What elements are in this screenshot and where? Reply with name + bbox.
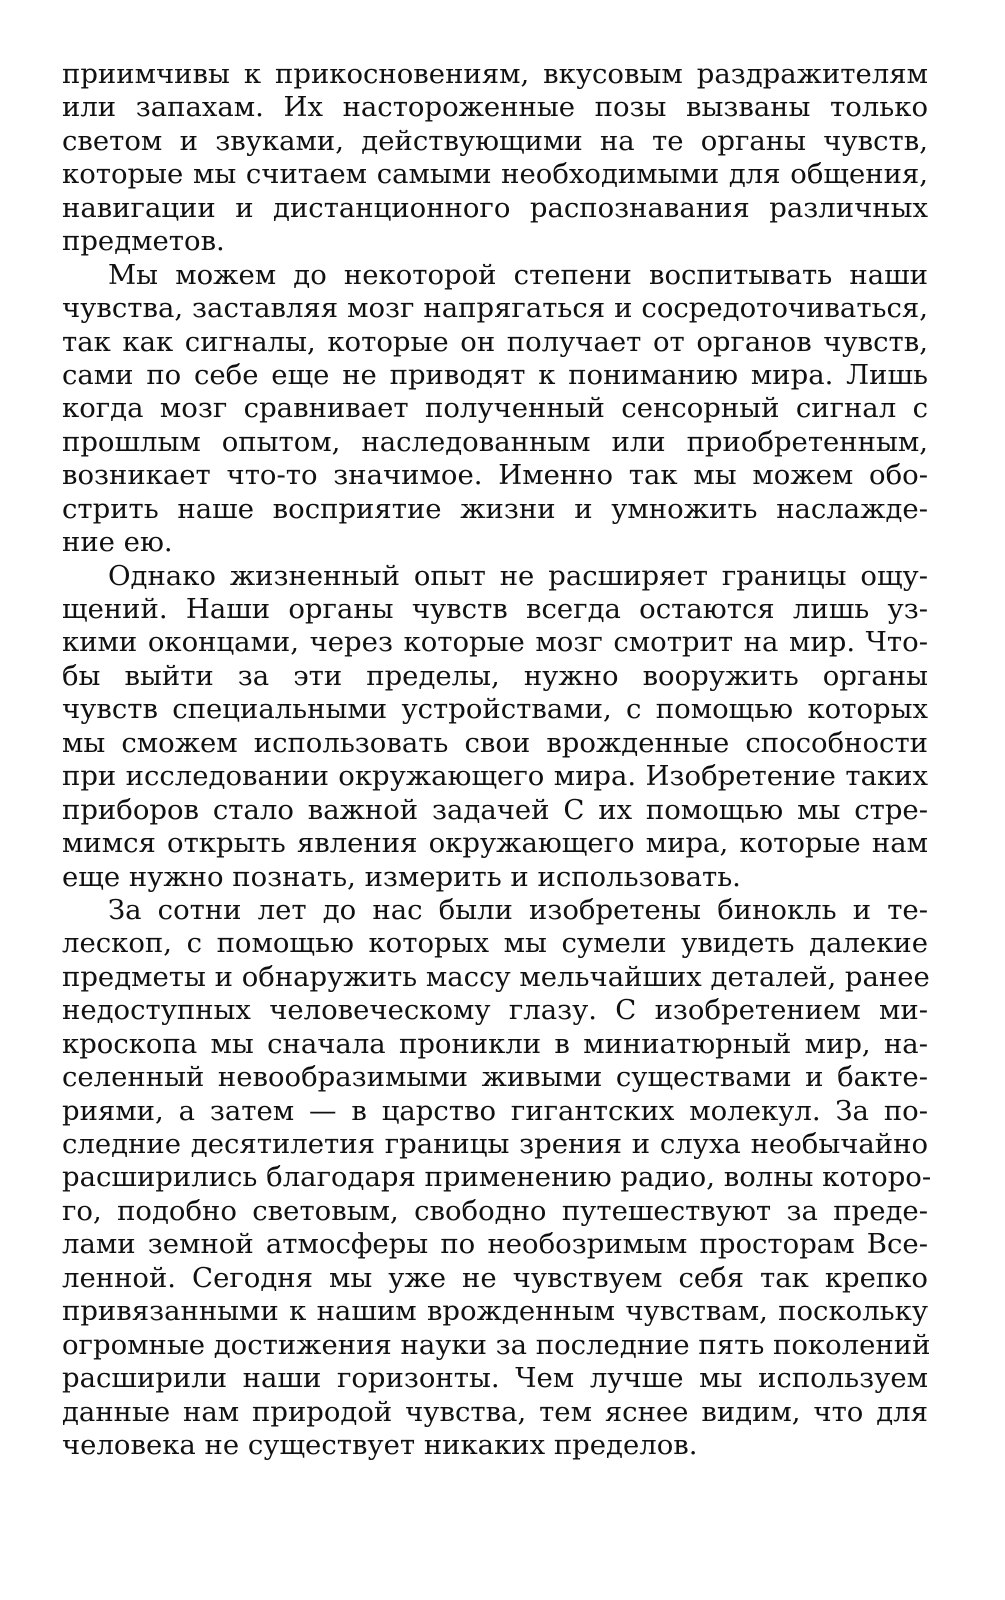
text-line: За сотни лет до нас были изобретены бинокль и те- (108, 893, 928, 926)
text-line: кроскопа мы сначала проникли в миниатюрный мир, на- (62, 1027, 928, 1060)
text-line: бы выйти за эти пределы, нужно вооружить органы (62, 659, 928, 692)
text-line: ленной. Сегодня мы уже не чувствуем себя так крепко (62, 1261, 928, 1294)
text-line: предметы и обнаружить массу мельчайших деталей, ранее (62, 960, 930, 993)
text-line: го, подобно световым, свободно путешествуют за преде- (62, 1194, 928, 1227)
text-line: риями, а затем — в царство гигантских молекул. За по- (62, 1094, 928, 1127)
text-line: ние ею. (62, 526, 173, 559)
text-line: мы сможем использовать свои врожденные способности (62, 726, 928, 759)
paragraph-4 (62, 893, 932, 1462)
text-line: приимчивы к прикосновениям, вкусовым раздражителям (62, 58, 928, 90)
text-line: человека не существует никаких пределов. (62, 1428, 698, 1461)
text-line: сами по себе еще не приводят к пониманию мира. Лишь (62, 358, 928, 391)
text-line: расширились благодаря применению радио, волны которо- (62, 1161, 932, 1194)
text-line: так как сигналы, которые он получает от органов чувств, (62, 325, 928, 358)
text-line: недоступных человеческому глазу. С изобретением ми- (62, 994, 928, 1027)
text-line: щений. Наши органы чувств всегда остаются лишь уз- (62, 593, 928, 625)
text-line: Однако жизненный опыт не расширяет границы ощу- (108, 559, 928, 592)
text-line: еще нужно познать, измерить и использовать. (62, 860, 741, 893)
text-line: следние десятилетия границы зрения и слуха необычайно (62, 1128, 928, 1160)
text-line: селенный невообразимыми живыми существами и бакте- (62, 1061, 928, 1094)
text-line: при исследовании окружающего мира. Изобретение таких (62, 760, 928, 793)
text-line: лами земной атмосферы по необозримым просторам Все- (62, 1228, 928, 1261)
text-line: стрить наше восприятие жизни и умножить наслажде- (62, 492, 928, 525)
text-line: привязанными к нашим врожденным чувствам, поскольку (62, 1295, 928, 1328)
text-line: предметов. (62, 225, 225, 258)
page-body (62, 58, 932, 1462)
paragraph-2 (62, 259, 928, 560)
text-line: прошлым опытом, наследованным или приобретенным, (62, 425, 928, 458)
text-line: чувств специальными устройствами, с помощью которых (62, 693, 928, 726)
text-line: лескоп, с помощью которых мы сумели увидеть далекие (62, 927, 928, 960)
text-line: возникает что-то значимое. Именно так мы можем обо- (62, 459, 928, 492)
text-line: кими оконцами, через которые мозг смотрит на мир. Что- (62, 626, 928, 659)
text-line: или запахам. Их настороженные позы вызваны только (62, 91, 928, 124)
text-line: мимся открыть явления окружающего мира, которые нам (62, 827, 928, 860)
text-line: огромные достижения науки за последние пять поколений (62, 1328, 931, 1361)
text-line: чувства, заставляя мозг напрягаться и сосредоточиваться, (62, 292, 928, 325)
text-line: данные нам природой чувства, тем яснее видим, что для (62, 1395, 928, 1428)
text-line: Мы можем до некоторой степени воспитывать наши (108, 258, 928, 291)
text-line: когда мозг сравнивает полученный сенсорный сигнал с (62, 392, 928, 425)
paragraph-3 (62, 560, 928, 894)
paragraph-1 (62, 58, 928, 259)
text-line: светом и звуками, действующими на те органы чувств, (62, 124, 928, 157)
text-line: которые мы считаем самыми необходимыми для общения, (62, 158, 928, 191)
text-line: навигации и дистанционного распознавания различных (62, 191, 928, 224)
text-line: приборов стало важной задачей С их помощью мы стре- (62, 793, 928, 826)
text-line: расширили наши горизонты. Чем лучше мы используем (62, 1362, 928, 1395)
